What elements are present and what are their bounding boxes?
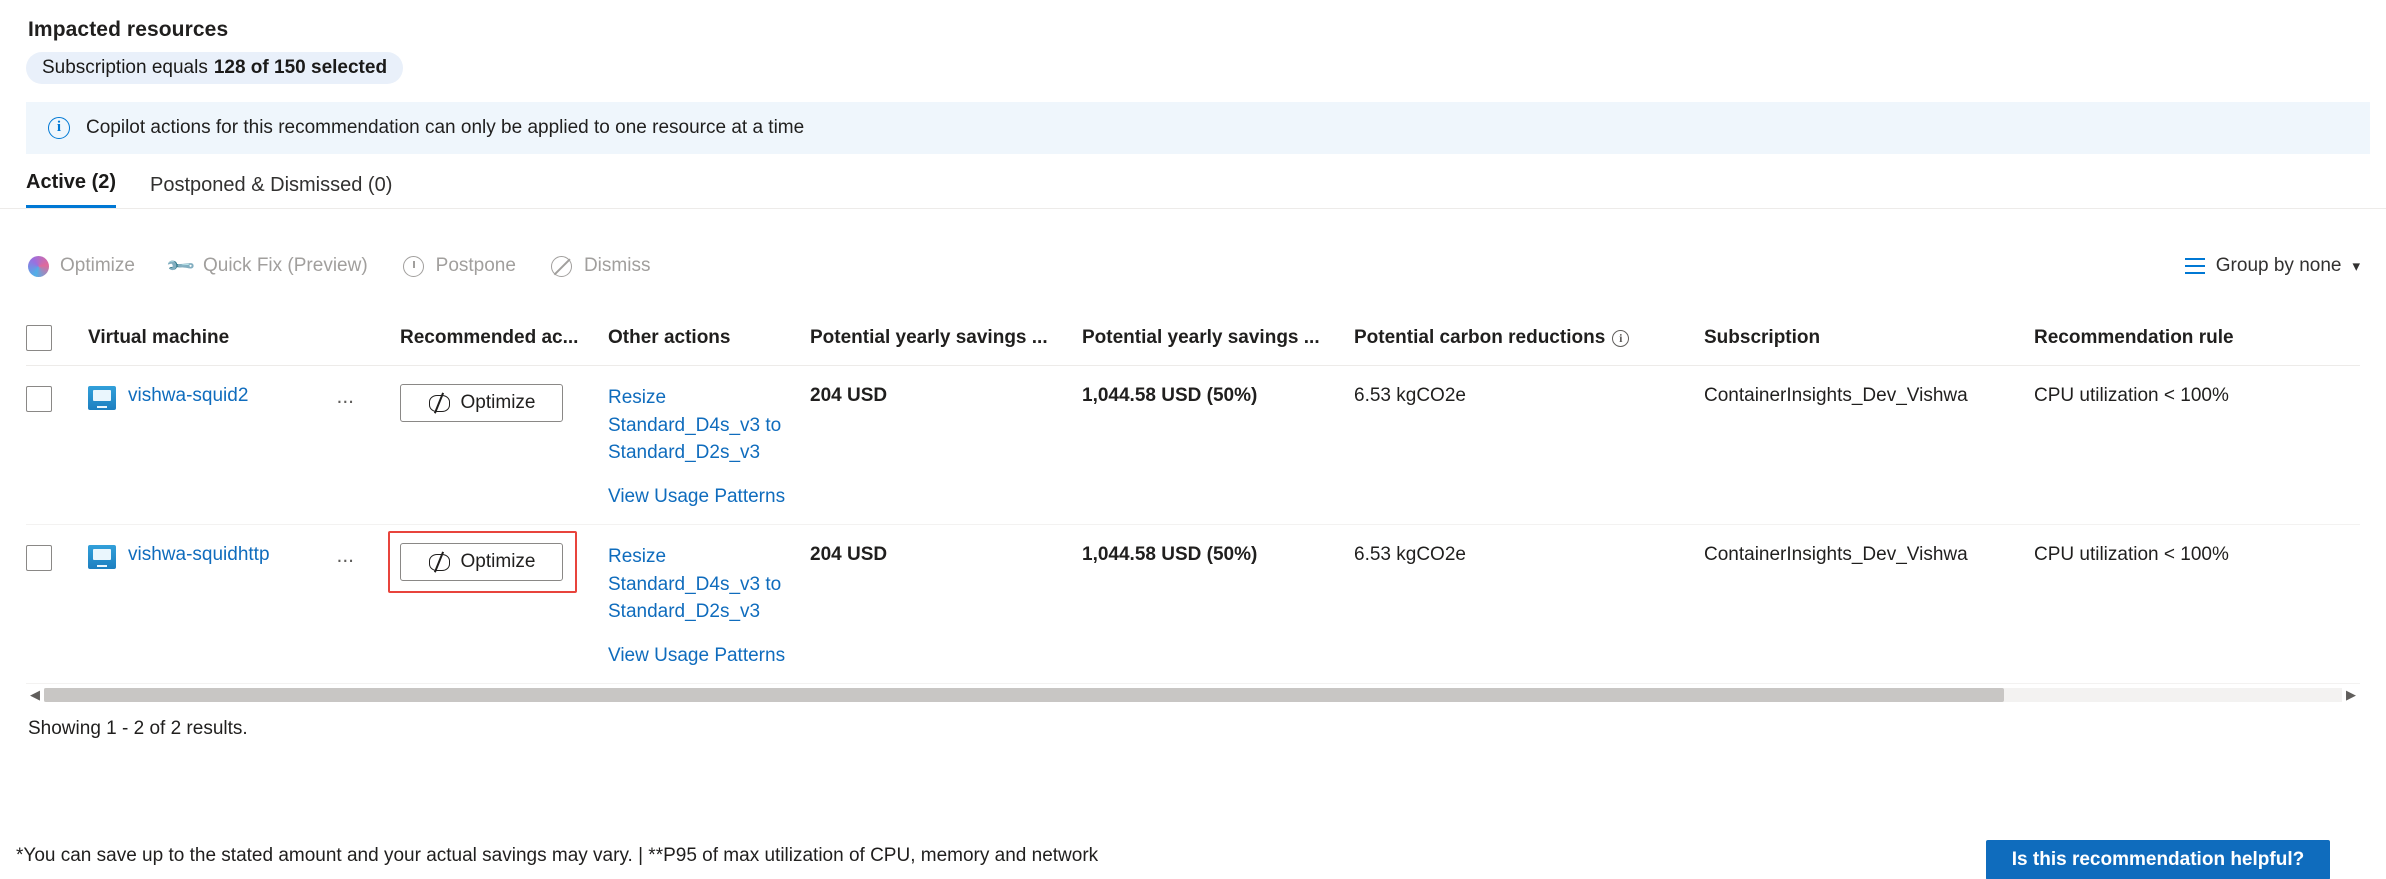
resize-link[interactable]: Resize Standard_D4s_v3 to Standard_D2s_v3	[608, 546, 782, 623]
optimize-icon	[428, 392, 450, 414]
chevron-down-icon: ▾	[2352, 258, 2360, 275]
select-all-checkbox[interactable]	[26, 325, 52, 351]
virtual-machine-icon	[88, 545, 116, 569]
command-dismiss-label: Dismiss	[583, 255, 651, 276]
row-select-cell	[26, 384, 88, 412]
potential-yearly-savings-1: 204 USD	[810, 544, 888, 566]
recommended-action-cell	[400, 384, 608, 422]
potential-yearly-savings-2: 1,044.58 USD (50%)	[1082, 544, 1258, 566]
table-row	[26, 366, 2360, 525]
optimize-button[interactable]	[400, 543, 563, 581]
scrollbar-track[interactable]	[44, 688, 2342, 702]
command-quick-fix-label: Quick Fix (Preview)	[202, 255, 368, 276]
table-row	[26, 525, 2360, 684]
recommendation-rule-cell: CPU utilization < 100%	[2034, 544, 2229, 566]
view-usage-patterns-link[interactable]: View Usage Patterns	[608, 485, 786, 507]
column-header-potential-yearly-savings-1[interactable]: Potential yearly savings ...	[810, 326, 1048, 348]
horizontal-scrollbar[interactable]	[26, 686, 2360, 704]
row-more-options-button[interactable]: ...	[336, 544, 354, 568]
subscription-cell: ContainerInsights_Dev_Vishwa	[1704, 385, 1968, 406]
column-header-carbon-label: Potential carbon reductions	[1354, 326, 1606, 348]
resize-link[interactable]: Resize Standard_D4s_v3 to Standard_D2s_v3	[608, 387, 782, 464]
footnote-text: *You can save up to the stated amount and your actual savings may vary. | **P95 of max utilization of CPU, memory and network	[16, 845, 1099, 866]
row-more-options-button[interactable]: ...	[336, 385, 354, 408]
column-header-subscription[interactable]: Subscription	[1704, 326, 1821, 348]
list-icon	[2185, 258, 2205, 274]
column-header-recommended-action[interactable]: Recommended ac...	[400, 326, 579, 348]
optimize-button[interactable]	[400, 384, 563, 422]
row-select-cell	[26, 543, 88, 571]
filter-pill-prefix: Subscription equals	[42, 57, 208, 78]
other-actions-cell	[608, 543, 810, 669]
clock-icon	[402, 254, 426, 278]
command-bar	[0, 240, 2386, 292]
subscription-cell: ContainerInsights_Dev_Vishwa	[1704, 544, 1968, 566]
command-quick-fix[interactable]	[165, 250, 368, 283]
column-header-virtual-machine[interactable]: Virtual machine	[88, 326, 230, 348]
tablist	[26, 168, 392, 208]
info-icon: i	[48, 117, 70, 139]
tab-postponed-dismissed[interactable]: Postponed & Dismissed (0)	[150, 174, 393, 196]
tabs-divider	[0, 208, 2386, 209]
column-header-potential-yearly-savings-2[interactable]: Potential yearly savings ...	[1082, 326, 1320, 348]
info-banner-text: Copilot actions for this recommendation can only be applied to one resource at a time	[86, 117, 805, 138]
potential-yearly-savings-1: 204 USD	[810, 385, 888, 406]
vm-name-link[interactable]: vishwa-squid2	[128, 385, 249, 406]
command-postpone-label: Postpone	[435, 255, 516, 276]
scroll-left-arrow-icon[interactable]: ◀	[30, 687, 40, 702]
select-all-cell	[26, 325, 88, 351]
row-checkbox[interactable]	[26, 386, 52, 412]
ban-icon	[550, 254, 574, 278]
command-postpone[interactable]	[402, 254, 516, 278]
column-header-other-actions[interactable]: Other actions	[608, 326, 731, 348]
recommended-action-cell	[400, 543, 608, 581]
scrollbar-thumb[interactable]	[44, 688, 2004, 702]
copilot-icon	[26, 254, 50, 278]
impacted-resources-table	[26, 310, 2360, 684]
optimize-button-label: Optimize	[460, 392, 536, 413]
info-banner	[26, 102, 2370, 154]
column-header-recommendation-rule[interactable]: Recommendation rule	[2034, 326, 2234, 348]
tab-active[interactable]: Active (2)	[26, 171, 116, 208]
potential-carbon-reductions: 6.53 kgCO2e	[1354, 544, 1466, 566]
command-optimize[interactable]	[26, 254, 135, 278]
command-optimize-label: Optimize	[60, 255, 135, 276]
is-this-recommendation-helpful-button[interactable]: Is this recommendation helpful?	[1986, 840, 2330, 879]
results-count: Showing 1 - 2 of 2 results.	[28, 718, 248, 739]
page-title: Impacted resources	[28, 18, 229, 41]
other-actions-cell	[608, 384, 810, 510]
group-by-label: Group by none	[2215, 255, 2342, 276]
optimize-button-wrapper	[400, 543, 563, 581]
potential-yearly-savings-2: 1,044.58 USD (50%)	[1082, 385, 1258, 406]
vm-cell	[88, 543, 400, 569]
recommendation-rule-cell: CPU utilization < 100%	[2034, 385, 2229, 406]
row-checkbox[interactable]	[26, 545, 52, 571]
group-by-control[interactable]	[2185, 255, 2360, 277]
column-header-potential-carbon-reductions[interactable]	[1354, 327, 1704, 349]
optimize-button-wrapper	[400, 384, 563, 422]
scroll-right-arrow-icon[interactable]: ▶	[2346, 687, 2356, 702]
optimize-button-label: Optimize	[460, 551, 536, 573]
subscription-filter-pill[interactable]	[26, 52, 403, 84]
command-dismiss[interactable]	[550, 254, 651, 278]
virtual-machine-icon	[88, 386, 116, 410]
wrench-icon: 🔧	[165, 250, 198, 283]
info-icon[interactable]: i	[1612, 330, 1629, 347]
filter-pill-value: 128 of 150 selected	[213, 57, 388, 78]
view-usage-patterns-link[interactable]: View Usage Patterns	[608, 644, 786, 666]
table-header-row	[26, 310, 2360, 366]
potential-carbon-reductions: 6.53 kgCO2e	[1354, 385, 1466, 406]
optimize-icon	[428, 551, 450, 573]
vm-cell	[88, 384, 400, 410]
vm-name-link[interactable]: vishwa-squidhttp	[128, 544, 270, 566]
